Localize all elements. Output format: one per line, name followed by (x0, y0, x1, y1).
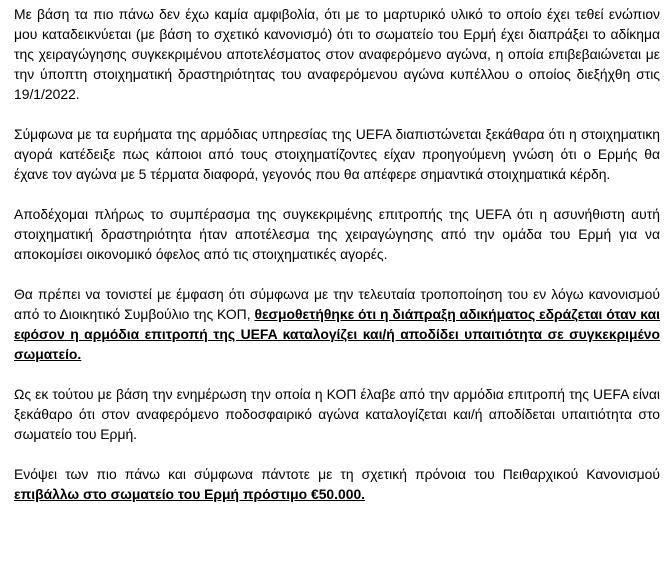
paragraph-text: Θα πρέπει να τονιστεί με έμφαση ότι σύμφωνα με την τελευταία τροποποίηση του εν λόγω κανονισμού από το Διοικητικό Συμβούλιο της ΚΟΠ, (14, 286, 660, 322)
paragraph-acceptance (14, 204, 660, 264)
paragraph-text: Σύμφωνα με τα ευρήματα της αρμόδιας υπηρεσίας της UEFA διαπιστώνεται ξεκάθαρα ότι η στοιχηματικη αγορά κατέδειξε πως κάποιοι από τους στοιχηματίζοντες είχαν προηγούμενη γνώση ότι ο Ερμής θα έχανε τον αγώνα με 5 τέρματα διαφορά, γεγονός που θα απέφερε σημαντικά στοιχηματικά κέρδη. (14, 126, 660, 182)
paragraph-conclusion-manipulation (14, 4, 660, 104)
paragraph-uefa-findings (14, 124, 660, 184)
paragraph-text: Με βάση τα πιο πάνω δεν έχω καμία αμφιβολία, ότι με το μαρτυρικό υλικό το οποίο έχει τεθεί ενώπιον μου καταδεικνύεται (με βάση το σχετικό κανονισμό) ότι το σωματείο του Ερμή έχει διαπράξει το αδίκημα της χειραγώγησης συγκεκριμένου αποτελέσματος στον αναφερόμενο αγώνα, η οποία επιβεβαιώνεται με την ύποπτη στοιχηματική δραστηριότητας του αναφερόμενου αγώνα κυπέλλου ο οποίος διεξήχθη στις 19/1/2022. (14, 6, 660, 102)
paragraph-text: Ως εκ τούτου με βάση την ενημέρωση την οποία η ΚΟΠ έλαβε από την αρμόδια επιτροπή της UEFA είναι ξεκάθαρο ότι στον αναφερόμενο ποδοσφαιρικό αγώνα καταλογίζεται και/ή αποδίδεται υπαιτιότητα στο σωματείο του Ερμή. (14, 386, 660, 442)
paragraph-text: Ενόψει των πιο πάνω και σύμφωνα πάντοτε με τη σχετική πρόνοια του Πειθαρχικού Κανονισμού (14, 466, 660, 482)
paragraph-emphasis: θεσμοθετήθηκε ότι η διάπραξη αδικήματος εδράζεται όταν και εφόσον η αρμόδια επιτροπή της UEFA καταλογίζει και/ή αποδίδει υπαιτιότητα σε συγκεκριμένο σωματείο. (14, 306, 660, 362)
document-body (14, 4, 660, 524)
paragraph-text: Αποδέχομαι πλήρως το συμπέρασμα της συγκεκριμένης επιτροπής της UEFA ότι η ασυνήθιστη αυτή στοιχηματική δραστηριότητα ήταν αποτέλεσμα της χειραγώγησης από την ομάδα του Ερμή για να αποκομίσει οικονομικό όφελος από τις στοιχηματικές αγορές. (14, 206, 660, 262)
paragraph-culpability (14, 384, 660, 444)
penalty-statement: επιβάλλω στο σωματείο του Ερμή πρόστιμο €50.000. (14, 486, 366, 502)
paragraph-regulation-amendment (14, 284, 660, 364)
paragraph-penalty (14, 464, 660, 504)
